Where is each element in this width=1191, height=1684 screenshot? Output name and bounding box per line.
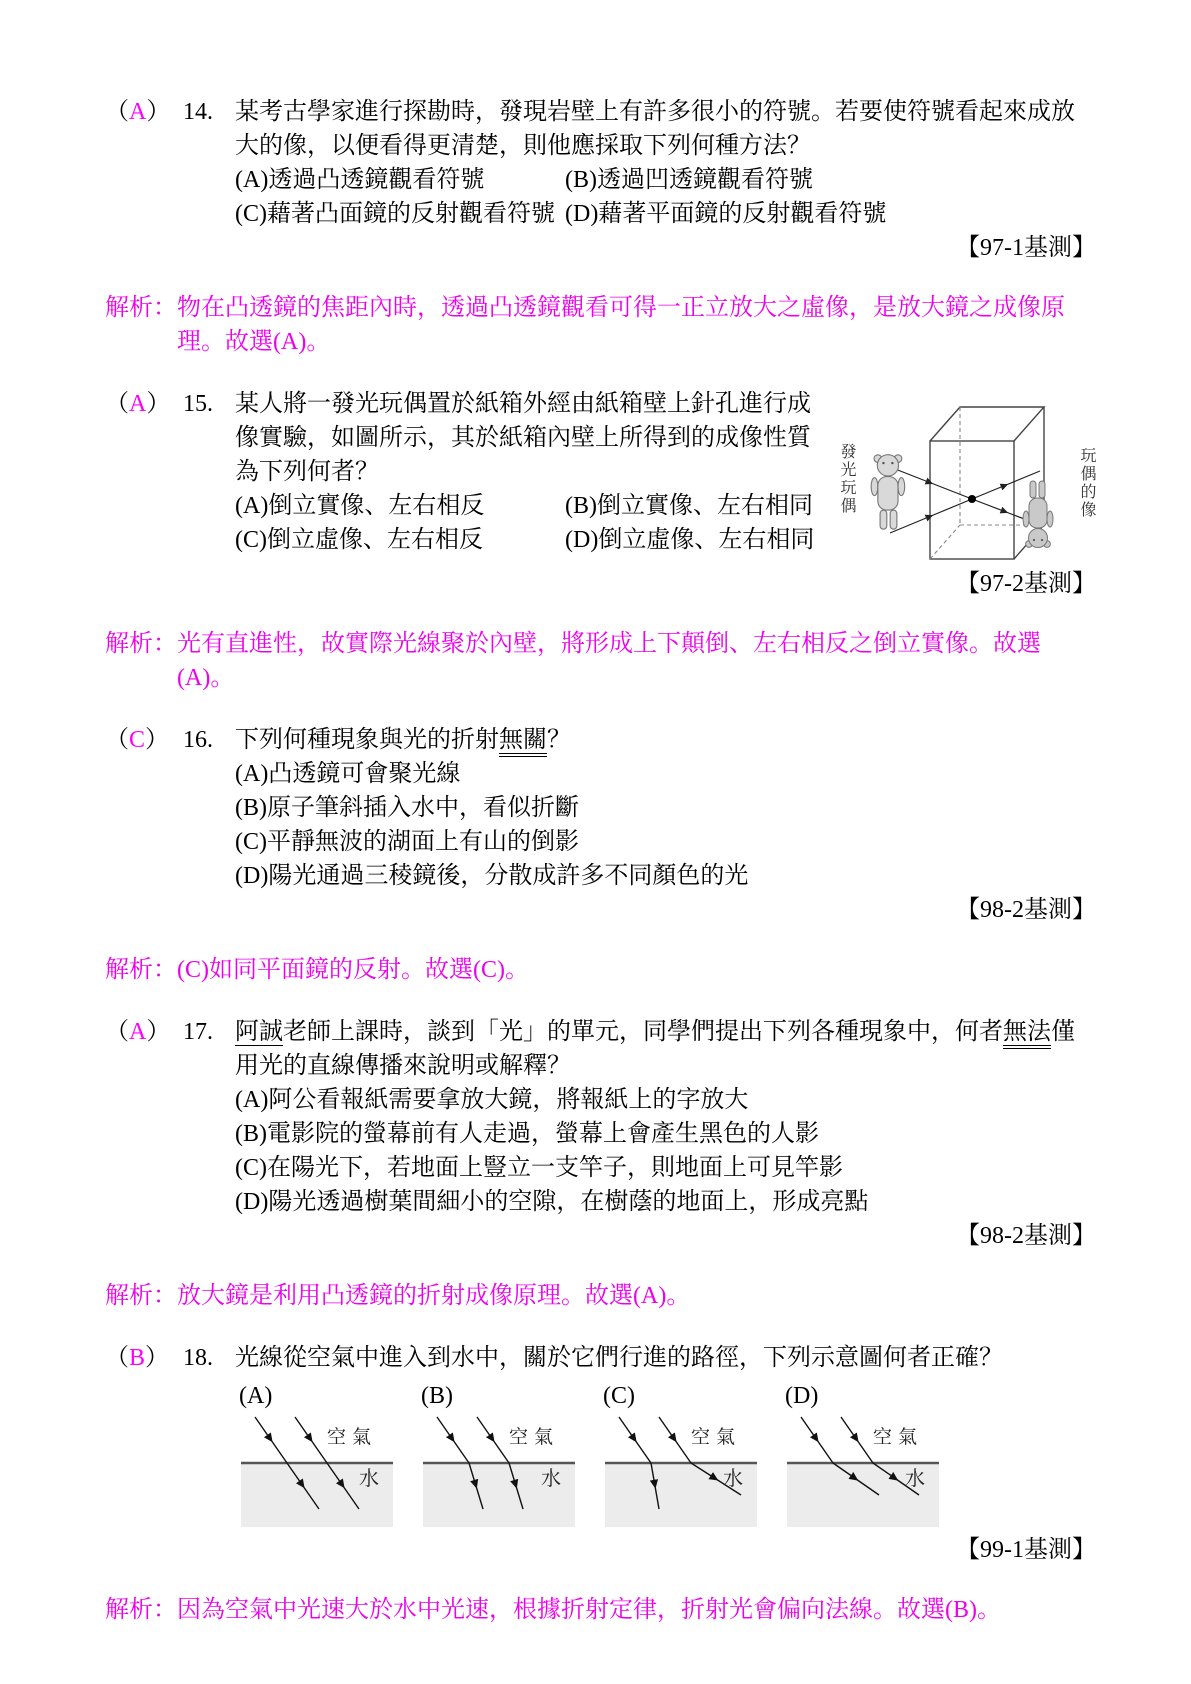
- answer-paren: ）: [145, 1345, 170, 1371]
- question-stem: [235, 1015, 1096, 1083]
- diagram-option-b: [417, 1379, 589, 1533]
- water-label: 水: [723, 1468, 743, 1490]
- diagram-label: (A): [239, 1383, 273, 1409]
- refraction-svg-a: [235, 1413, 407, 1533]
- question-stem: 光線從空氣中進入到水中，關於它們行進的路徑，下列示意圖何者正確？: [235, 1345, 1003, 1371]
- pinhole-dot: [968, 495, 976, 503]
- question-stem: 某人將一發光玩偶置於紙箱外經由紙箱壁上針孔進行成像實驗，如圖所示，其於紙箱內壁上所得到的成像性質為下列何者？: [235, 391, 811, 485]
- answer-paren: （: [105, 99, 129, 125]
- option-b: (B)原子筆斜插入水中，看似折斷: [235, 795, 579, 821]
- source-tag: 【97-2基測】: [956, 571, 1096, 597]
- answer-paren: ）: [146, 99, 171, 125]
- question-stem: 某考古學家進行探勘時，發現岩壁上有許多很小的符號。若要使符號看起來成放大的像，以便看得更清楚，則他應採取下列何種方法？: [235, 99, 1075, 159]
- option-b: (B)透過凹透鏡觀看符號: [565, 167, 813, 193]
- analysis-text: (C)如同平面鏡的反射。故選(C)。: [177, 957, 529, 983]
- question-17: [105, 1015, 1096, 1253]
- analysis-text: 放大鏡是利用凸透鏡的折射成像原理。故選(A)。: [177, 1283, 691, 1309]
- stem-text: ？: [547, 727, 571, 753]
- water-label: 水: [359, 1468, 379, 1490]
- option-c: (C)藉著凸面鏡的反射觀看符號: [235, 201, 555, 227]
- answer-letter: C: [129, 727, 146, 753]
- air-label: 空氣: [873, 1427, 924, 1448]
- options-list: [235, 757, 1096, 893]
- refraction-svg-c: [599, 1413, 771, 1533]
- stem-text: 老師上課時，談到「光」的單元，同學們提出下列各種現象中，何者: [283, 1019, 1003, 1045]
- answer-paren: ）: [146, 1019, 171, 1045]
- refraction-svg-d: [781, 1413, 953, 1533]
- option-c: (C)平靜無波的湖面上有山的倒影: [235, 829, 579, 855]
- option-b: (B)電影院的螢幕前有人走過，螢幕上會產生黑色的人影: [235, 1121, 819, 1147]
- answer-paren: ）: [146, 391, 171, 417]
- option-d: (D)陽光透過樹葉間細小的空隙，在樹蔭的地面上，形成亮點: [235, 1189, 869, 1215]
- analysis-label: 解析：: [105, 631, 177, 657]
- question-18: [105, 1341, 1096, 1567]
- answer-paren: （: [105, 727, 129, 753]
- option-a: (A)阿公看報紙需要拿放大鏡，將報紙上的字放大: [235, 1087, 749, 1113]
- analysis-label: 解析：: [105, 1283, 177, 1309]
- water-label: 水: [905, 1468, 925, 1490]
- stem-text-underlined: 阿誠: [235, 1019, 283, 1045]
- analysis-15: [105, 627, 1096, 695]
- analysis-text: 物在凸透鏡的焦距內時，透過凸透鏡觀看可得一正立放大之虛像，是放大鏡之成像原理。故選(A)。: [177, 295, 1065, 355]
- answer-paren: （: [105, 1019, 129, 1045]
- air-label: 空氣: [509, 1427, 560, 1448]
- answer-letter: A: [129, 391, 147, 417]
- option-d: (D)倒立虛像、左右相同: [565, 527, 815, 553]
- refraction-svg-b: [417, 1413, 589, 1533]
- diagram-label: (D): [785, 1383, 819, 1409]
- answer-letter: B: [129, 1345, 146, 1371]
- analysis-14: [105, 291, 1096, 359]
- analysis-17: [105, 1279, 1096, 1313]
- air-label: 空氣: [327, 1427, 378, 1448]
- question-number: 18.: [183, 1345, 213, 1371]
- answer-letter: A: [129, 99, 147, 125]
- option-a: (A)倒立實像、左右相反: [235, 493, 485, 519]
- analysis-label: 解析：: [105, 957, 177, 983]
- answer-badge-14: [105, 95, 183, 129]
- option-d: (D)陽光通過三稜鏡後，分散成許多不同顏色的光: [235, 863, 749, 889]
- doll-object: [871, 455, 905, 529]
- option-d: (D)藉著平面鏡的反射觀看符號: [565, 201, 887, 227]
- option-a: (A)透過凸透鏡觀看符號: [235, 167, 485, 193]
- refraction-figure-d: [781, 1413, 953, 1533]
- diagram-label: (B): [421, 1383, 453, 1409]
- refraction-figure-c: [599, 1413, 771, 1533]
- source-tag: 【97-1基測】: [956, 235, 1096, 261]
- analysis-16: [105, 953, 1096, 987]
- pinhole-box-svg: [862, 387, 1072, 565]
- analysis-label: 解析：: [105, 295, 177, 321]
- answer-badge-17: [105, 1015, 183, 1049]
- answer-paren: （: [105, 1345, 129, 1371]
- option-c: (C)在陽光下，若地面上豎立一支竿子，則地面上可見竿影: [235, 1155, 843, 1181]
- stem-text-double-underlined: 無關: [499, 727, 547, 757]
- answer-letter: A: [129, 1019, 147, 1045]
- answer-paren: ）: [145, 727, 170, 753]
- question-16: [105, 723, 1096, 927]
- question-number: 15.: [183, 391, 213, 417]
- diagram-option-a: [235, 1379, 407, 1533]
- answer-badge-16: [105, 723, 183, 757]
- diagram-label: (C): [603, 1383, 635, 1409]
- option-c: (C)倒立虛像、左右相反: [235, 527, 483, 553]
- analysis-text: 光有直進性，故實際光線聚於內壁，將形成上下顛倒、左右相反之倒立實像。故選(A)。: [177, 631, 1041, 691]
- water-label: 水: [541, 1468, 561, 1490]
- diagram-label-glowing-doll: 發光玩偶: [838, 443, 855, 515]
- air-label: 空氣: [691, 1427, 742, 1448]
- answer-badge-18: [105, 1341, 183, 1375]
- doll-image-inverted: [1023, 481, 1053, 548]
- question-number: 16.: [183, 727, 213, 753]
- refraction-diagrams: [235, 1379, 1096, 1533]
- diagram-label-doll-image: 玩偶的像: [1078, 447, 1095, 519]
- option-b: (B)倒立實像、左右相同: [565, 493, 813, 519]
- question-15: [105, 387, 1096, 601]
- source-tag: 【99-1基測】: [956, 1537, 1096, 1563]
- analysis-18: [105, 1593, 1096, 1627]
- question-stem: [235, 723, 1096, 757]
- pinhole-box-diagram: [834, 387, 1096, 567]
- answer-paren: （: [105, 391, 129, 417]
- analysis-text: 因為空氣中光速大於水中光速，根據折射定律，折射光會偏向法線。故選(B)。: [177, 1597, 1001, 1623]
- answer-badge-15: [105, 387, 183, 421]
- refraction-figure-a: [235, 1413, 407, 1533]
- question-14: [105, 95, 1096, 265]
- source-tag: 【98-2基測】: [956, 1223, 1096, 1249]
- question-number: 17.: [183, 1019, 213, 1045]
- stem-text-double-underlined: 無法: [1003, 1019, 1051, 1049]
- question-number: 14.: [183, 99, 213, 125]
- diagram-option-d: [781, 1379, 953, 1533]
- source-tag: 【98-2基測】: [956, 897, 1096, 923]
- options-grid: [235, 489, 828, 557]
- stem-text: 下列何種現象與光的折射: [235, 727, 499, 753]
- refraction-figure-b: [417, 1413, 589, 1533]
- diagram-option-c: [599, 1379, 771, 1533]
- analysis-label: 解析：: [105, 1597, 177, 1623]
- option-a: (A)凸透鏡可會聚光線: [235, 761, 461, 787]
- stem-text: 僅用光的直線傳播來說明或解釋？: [235, 1019, 1075, 1079]
- options-list: [235, 1083, 1096, 1219]
- options-grid: [235, 163, 1096, 231]
